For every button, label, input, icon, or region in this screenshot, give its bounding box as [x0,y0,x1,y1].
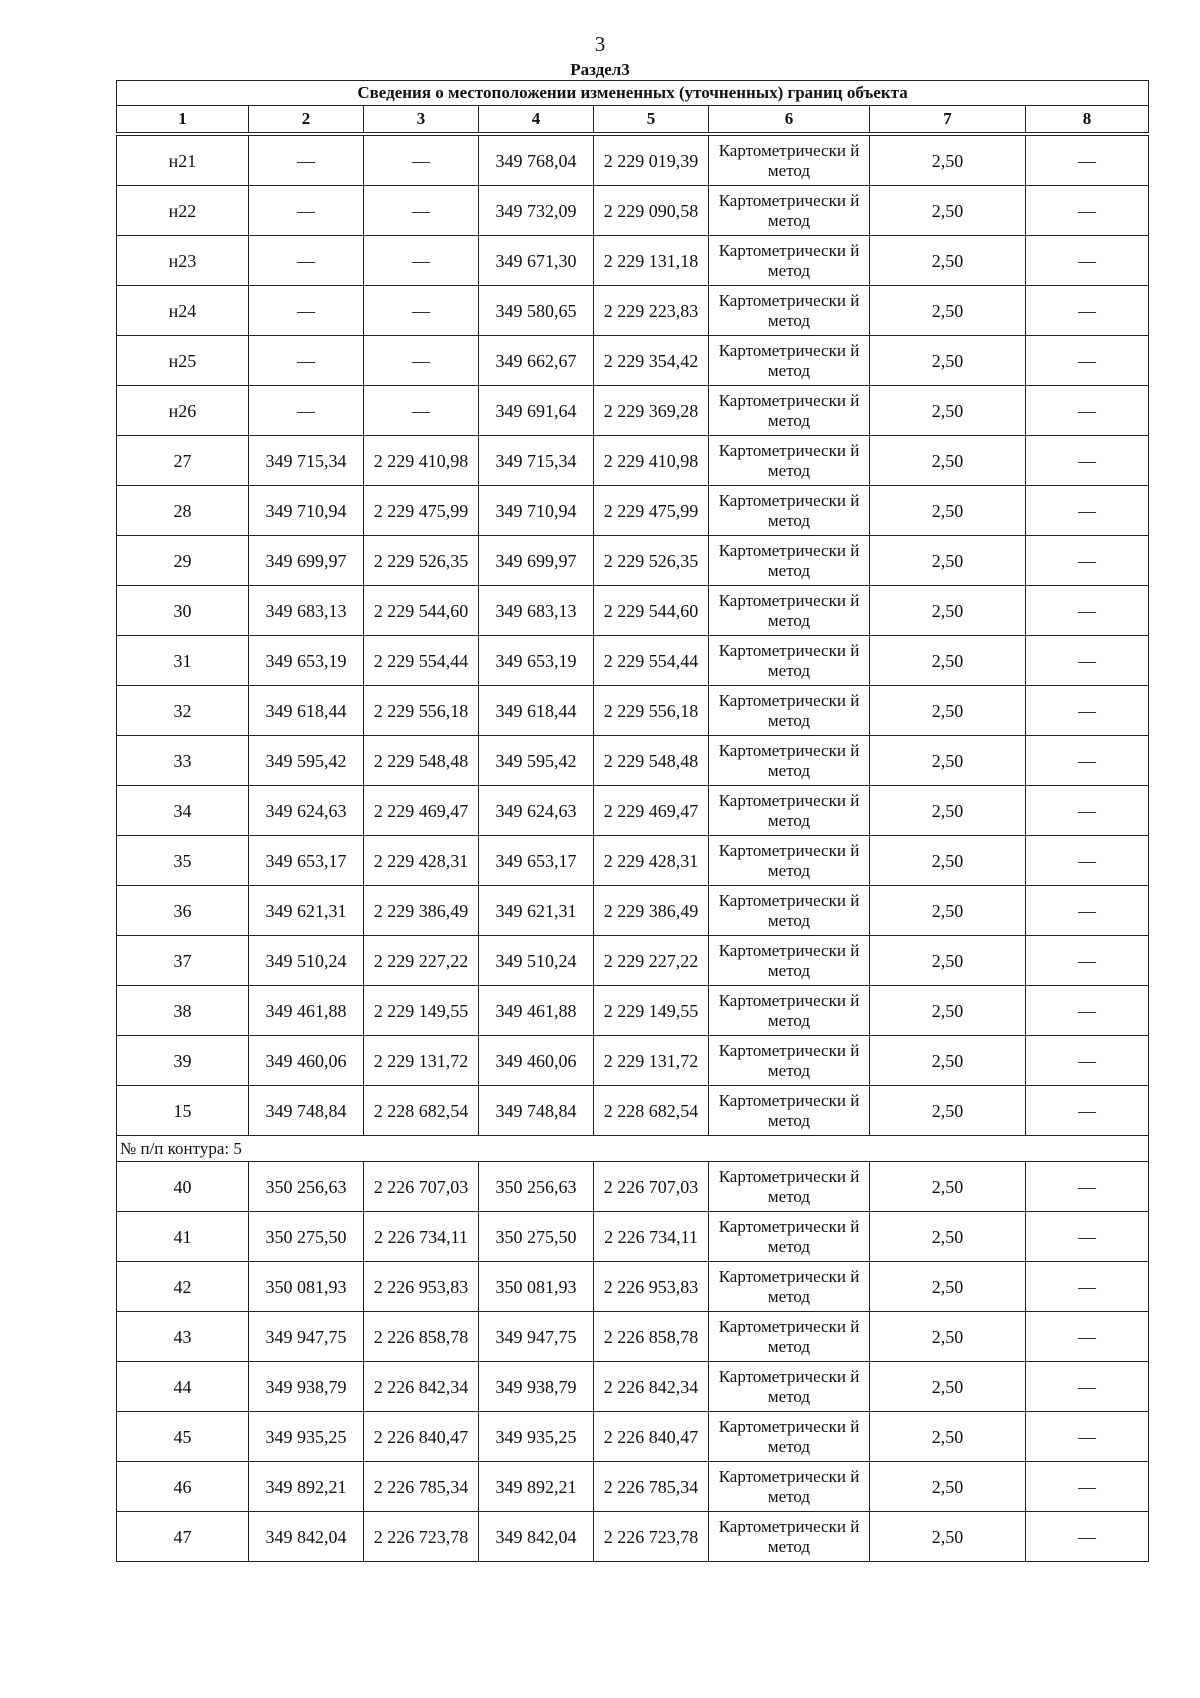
table-row [117,736,1149,786]
table-cell: Картометрически й метод [709,1212,870,1262]
table-cell: 349 715,34 [249,436,364,486]
table-row [117,686,1149,736]
table-row [117,186,1149,236]
table-cell: 349 947,75 [479,1312,594,1362]
table-cell: 27 [117,436,249,486]
table-cell: 2 229 544,60 [364,586,479,636]
table-cell: 34 [117,786,249,836]
table-cell: 2 229 556,18 [364,686,479,736]
table-cell: 2 229 469,47 [364,786,479,836]
table-cell: — [1026,886,1149,936]
table-cell: 2,50 [870,1512,1026,1562]
table-cell: 40 [117,1162,249,1212]
column-number: 7 [870,106,1026,133]
table-cell: 2 229 090,58 [594,186,709,236]
table-cell: 2 229 526,35 [594,536,709,586]
table-cell: н22 [117,186,249,236]
table-cell: 35 [117,836,249,886]
table-row [117,1362,1149,1412]
table-cell: 2 229 469,47 [594,786,709,836]
table-cell: 2 229 386,49 [364,886,479,936]
table-cell: 350 275,50 [479,1212,594,1262]
contour-label-row [117,1136,1149,1162]
table-cell: 2 226 840,47 [594,1412,709,1462]
table-cell: 2,50 [870,1312,1026,1362]
table-cell: Картометрически й метод [709,1086,870,1136]
table-cell: 349 460,06 [249,1036,364,1086]
table-cell: — [1026,386,1149,436]
table-cell: — [1026,336,1149,386]
table-cell: — [1026,1212,1149,1262]
table-caption: Сведения о местоположении измененных (уточненных) границ объекта [117,81,1149,106]
table-cell: 28 [117,486,249,536]
table-cell: Картометрически й метод [709,936,870,986]
table-cell: Картометрически й метод [709,1462,870,1512]
table-cell: 349 947,75 [249,1312,364,1362]
table-cell: — [249,336,364,386]
table-cell: 2 229 223,83 [594,286,709,336]
column-number: 2 [249,106,364,133]
table-cell: — [1026,436,1149,486]
table-cell: — [1026,1262,1149,1312]
table-cell: — [1026,1312,1149,1362]
column-number: 3 [364,106,479,133]
table-cell: Картометрически й метод [709,436,870,486]
table-cell: — [1026,986,1149,1036]
table-cell: 2 229 019,39 [594,136,709,186]
table-cell: 2 229 544,60 [594,586,709,636]
table-cell: Картометрически й метод [709,486,870,536]
table-cell: — [1026,286,1149,336]
table-cell: — [249,236,364,286]
table-cell: 349 748,84 [249,1086,364,1136]
table-cell: 350 275,50 [249,1212,364,1262]
table-cell: 349 653,17 [249,836,364,886]
table-cell: — [1026,636,1149,686]
column-number: 6 [709,106,870,133]
table-cell: 2 226 707,03 [364,1162,479,1212]
table-row [117,1036,1149,1086]
table-cell: Картометрически й метод [709,1262,870,1312]
table-cell: — [364,336,479,386]
table-cell: 2,50 [870,786,1026,836]
table-row [117,436,1149,486]
table-cell: Картометрически й метод [709,336,870,386]
table-cell: 2 229 410,98 [594,436,709,486]
table-cell: 2 229 554,44 [364,636,479,686]
table-row [117,986,1149,1036]
table-cell: Картометрически й метод [709,1412,870,1462]
table-cell: 2 229 149,55 [364,986,479,1036]
table-cell: 31 [117,636,249,686]
table-cell: — [1026,786,1149,836]
table-row [117,1262,1149,1312]
table-cell: Картометрически й метод [709,986,870,1036]
table-cell: 349 748,84 [479,1086,594,1136]
table-cell: 2,50 [870,436,1026,486]
table-cell: Картометрически й метод [709,736,870,786]
table-cell: 36 [117,886,249,936]
table-cell: 2 228 682,54 [594,1086,709,1136]
table-cell: Картометрически й метод [709,1036,870,1086]
table-cell: — [249,386,364,436]
table-cell: 2,50 [870,986,1026,1036]
table-cell: Картометрически й метод [709,836,870,886]
table-row [117,1312,1149,1362]
table-cell: 2 229 428,31 [594,836,709,886]
table-cell: 2 229 548,48 [594,736,709,786]
table-cell: 2 226 858,78 [364,1312,479,1362]
table-cell: 2 226 840,47 [364,1412,479,1462]
table-row [117,136,1149,186]
table-cell: 349 938,79 [479,1362,594,1412]
table-cell: 2 226 734,11 [594,1212,709,1262]
table-cell: 349 653,17 [479,836,594,886]
table-cell: 2,50 [870,486,1026,536]
table-cell: 349 460,06 [479,1036,594,1086]
table-cell: 349 671,30 [479,236,594,286]
table-cell: 46 [117,1462,249,1512]
table-cell: — [364,286,479,336]
table-cell: 33 [117,736,249,786]
table-cell: 2,50 [870,336,1026,386]
table-cell: 2 229 149,55 [594,986,709,1036]
table-cell: 2 229 131,72 [364,1036,479,1086]
table-row [117,1086,1149,1136]
table-row [117,786,1149,836]
table-cell: 2,50 [870,1036,1026,1086]
section-title: Раздел3 [570,60,630,79]
table-cell: 349 892,21 [249,1462,364,1512]
table-cell: Картометрически й метод [709,536,870,586]
table-cell: 2,50 [870,1212,1026,1262]
table-cell: 2 226 785,34 [364,1462,479,1512]
table-cell: Картометрически й метод [709,636,870,686]
table-cell: н25 [117,336,249,386]
table-row [117,236,1149,286]
table-cell: 2,50 [870,186,1026,236]
table-cell: н24 [117,286,249,336]
table-cell: — [1026,1036,1149,1086]
table-cell: 350 081,93 [479,1262,594,1312]
table-cell: 349 461,88 [479,986,594,1036]
table-cell: 2,50 [870,836,1026,886]
table-cell: Картометрически й метод [709,1162,870,1212]
table-row [117,286,1149,336]
table-cell: — [1026,486,1149,536]
table-cell: Картометрически й метод [709,1512,870,1562]
table-cell: 2 229 554,44 [594,636,709,686]
table-cell: — [1026,736,1149,786]
table-cell: 350 081,93 [249,1262,364,1312]
table-cell: 30 [117,586,249,636]
table-cell: 29 [117,536,249,586]
page-number: 3 [594,32,606,56]
table-cell: 2 229 475,99 [594,486,709,536]
table-cell: 349 935,25 [479,1412,594,1462]
table-cell: 2 226 842,34 [594,1362,709,1412]
table-row [117,936,1149,986]
table-cell: — [1026,586,1149,636]
table-cell: 350 256,63 [479,1162,594,1212]
table-cell: 2,50 [870,536,1026,586]
table-cell: Картометрически й метод [709,786,870,836]
table-cell: 2 226 723,78 [364,1512,479,1562]
table-cell: 2 229 227,22 [594,936,709,986]
table-cell: 2 229 131,72 [594,1036,709,1086]
table-cell: 349 935,25 [249,1412,364,1462]
table-cell: 2,50 [870,886,1026,936]
table-cell: — [249,186,364,236]
table-row [117,1462,1149,1512]
table-cell: 2 229 548,48 [364,736,479,786]
table-cell: 349 842,04 [249,1512,364,1562]
column-number: 1 [117,106,249,133]
table-cell: 32 [117,686,249,736]
table-cell: н21 [117,136,249,186]
table-cell: 2 229 475,99 [364,486,479,536]
table-cell: 349 715,34 [479,436,594,486]
table-cell: 15 [117,1086,249,1136]
column-number: 5 [594,106,709,133]
table-cell: — [364,186,479,236]
column-number: 4 [479,106,594,133]
table-cell: — [1026,1412,1149,1462]
table-cell: — [1026,536,1149,586]
table-cell: 349 768,04 [479,136,594,186]
table-row [117,1212,1149,1262]
table-cell: 2 226 734,11 [364,1212,479,1262]
table-cell: 349 624,63 [249,786,364,836]
table-cell: 2 226 858,78 [594,1312,709,1362]
table-row [117,1162,1149,1212]
table-cell: Картометрически й метод [709,136,870,186]
table-cell: 2 229 386,49 [594,886,709,936]
table-row [117,636,1149,686]
table-cell: Картометрически й метод [709,886,870,936]
table-cell: 2,50 [870,586,1026,636]
table-row [117,586,1149,636]
table-cell: 2 226 953,83 [594,1262,709,1312]
table-cell: 349 710,94 [249,486,364,536]
table-cell: 2,50 [870,686,1026,736]
table-cell: 349 510,24 [479,936,594,986]
table-cell: 349 510,24 [249,936,364,986]
table-cell: 2 229 428,31 [364,836,479,886]
table-cell: 2,50 [870,1086,1026,1136]
table-cell: 349 699,97 [479,536,594,586]
table-cell: — [1026,186,1149,236]
table-cell: 349 618,44 [249,686,364,736]
table-cell: н23 [117,236,249,286]
contour-label: № п/п контура: 5 [117,1136,1149,1162]
table-cell: 2 229 354,42 [594,336,709,386]
table-cell: 349 710,94 [479,486,594,536]
table-cell: 2,50 [870,1412,1026,1462]
table-cell: 2 229 227,22 [364,936,479,986]
table-cell: 2,50 [870,936,1026,986]
table-cell: — [1026,1362,1149,1412]
table-cell: 2,50 [870,386,1026,436]
table-cell: 349 621,31 [249,886,364,936]
table-cell: 349 621,31 [479,886,594,936]
table-cell: 2 229 369,28 [594,386,709,436]
table-cell: 2,50 [870,1162,1026,1212]
table-cell: 2 229 556,18 [594,686,709,736]
table-cell: 349 653,19 [249,636,364,686]
table-cell: — [1026,836,1149,886]
table-cell: 349 595,42 [479,736,594,786]
table-row [117,886,1149,936]
table-cell: — [1026,236,1149,286]
table-row [117,536,1149,586]
table-cell: 2 229 131,18 [594,236,709,286]
table-cell: 2,50 [870,736,1026,786]
table-cell: 2,50 [870,636,1026,686]
table-row [117,836,1149,886]
table-cell: — [364,236,479,286]
table-cell: 349 842,04 [479,1512,594,1562]
table-cell: 2 229 410,98 [364,436,479,486]
table-row [117,486,1149,536]
table-cell: Картометрически й метод [709,1362,870,1412]
table-cell: — [364,136,479,186]
table-cell: 2 226 785,34 [594,1462,709,1512]
table-cell: Картометрически й метод [709,236,870,286]
table-cell: 2,50 [870,1262,1026,1312]
table-cell: 349 624,63 [479,786,594,836]
table-cell: 349 699,97 [249,536,364,586]
table-cell: Картометрически й метод [709,686,870,736]
table-cell: 349 662,67 [479,336,594,386]
table-cell: 2 226 707,03 [594,1162,709,1212]
table-cell: Картометрически й метод [709,386,870,436]
table-cell: — [1026,136,1149,186]
table-cell: 350 256,63 [249,1162,364,1212]
table-cell: 38 [117,986,249,1036]
table-cell: 349 461,88 [249,986,364,1036]
table-cell: 349 683,13 [479,586,594,636]
table-cell: 2 226 723,78 [594,1512,709,1562]
table-cell: 41 [117,1212,249,1262]
table-cell: 2,50 [870,136,1026,186]
table-cell: 2,50 [870,286,1026,336]
table-cell: 349 580,65 [479,286,594,336]
table-cell: Картометрически й метод [709,286,870,336]
table-row [117,1412,1149,1462]
table-cell: Картометрически й метод [709,186,870,236]
table-cell: 2 228 682,54 [364,1086,479,1136]
column-number: 8 [1026,106,1149,133]
table-cell: 2 226 953,83 [364,1262,479,1312]
table-cell: 2 226 842,34 [364,1362,479,1412]
table-cell: Картометрически й метод [709,586,870,636]
table-cell: 42 [117,1262,249,1312]
table-cell: 349 938,79 [249,1362,364,1412]
table-cell: 349 653,19 [479,636,594,686]
table-cell: 2,50 [870,236,1026,286]
table-cell: 45 [117,1412,249,1462]
table-cell: 47 [117,1512,249,1562]
table-cell: 37 [117,936,249,986]
table-cell: — [249,286,364,336]
table-cell: — [1026,1162,1149,1212]
table-row [117,386,1149,436]
table-cell: 2,50 [870,1362,1026,1412]
table-row [117,336,1149,386]
table-cell: — [1026,1512,1149,1562]
table-cell: 349 732,09 [479,186,594,236]
table-cell: 349 618,44 [479,686,594,736]
table-cell: — [1026,936,1149,986]
table-row [117,1512,1149,1562]
table-cell: 39 [117,1036,249,1086]
table-cell: — [364,386,479,436]
table-cell: 2,50 [870,1462,1026,1512]
table-cell: 349 892,21 [479,1462,594,1512]
table-cell: 2 229 526,35 [364,536,479,586]
table-cell: 349 691,64 [479,386,594,436]
table-cell: 349 683,13 [249,586,364,636]
table-cell: — [1026,1086,1149,1136]
table-cell: — [249,136,364,186]
table-cell: н26 [117,386,249,436]
table-body [117,136,1149,1562]
table-cell: — [1026,1462,1149,1512]
table-cell: 43 [117,1312,249,1362]
table-cell: 349 595,42 [249,736,364,786]
table-cell: 44 [117,1362,249,1412]
table-cell: — [1026,686,1149,736]
table-cell: Картометрически й метод [709,1312,870,1362]
boundary-coordinates-table [116,80,1149,1562]
